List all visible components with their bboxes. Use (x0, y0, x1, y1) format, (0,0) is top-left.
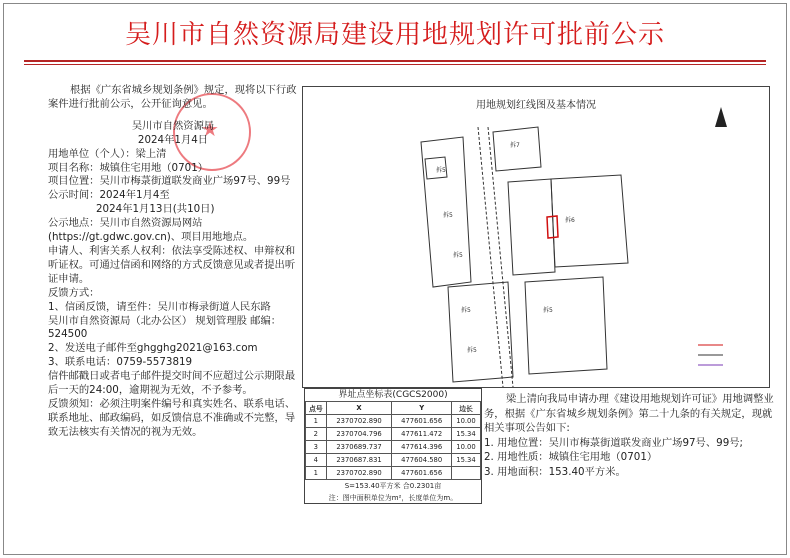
project-summary (484, 392, 774, 479)
notice-body (48, 84, 298, 440)
rights-text: 申请人、利害关系人权利：依法享受陈述权、申辩权和听证权。可通过信函和网络的方式反馈意见或者提出听证申请。 (48, 244, 296, 285)
north-arrow-icon (715, 107, 727, 127)
site-plan-drawing (303, 87, 769, 387)
map-title: 用地规划红线图及基本情况 (476, 100, 596, 111)
publish-start: 公示时间：2024年1月4至 (48, 189, 170, 202)
summary-item-location: 1. 用地位置：吴川市梅菉街道联发商业广场97号、99号; (484, 436, 744, 449)
table-row: 1 2370702.890 477601.656 (306, 467, 481, 480)
lot-label: 拆6 (565, 217, 575, 224)
applicant: 用地单位（个人）：梁上清 (48, 147, 167, 160)
area-summary: S=153.40平方米 合0.2301亩 (344, 482, 442, 490)
lot-label: 拆5 (467, 347, 477, 354)
summary-text: 梁上清向我局申请办理《建设用地规划许可证》用地调整业务，根据《广东省城乡规划条例》第二十九条的有关规定，现就相关事项公告如下: (484, 393, 774, 434)
lot-label: 拆7 (510, 142, 520, 149)
summary-item-type: 2. 用地性质：城镇住宅用地（0701） (484, 451, 658, 463)
table-row: 1 2370702.890 477601.656 10.00 (306, 415, 481, 428)
publish-place: 公示地点：吴川市自然资源局网站 (48, 217, 203, 230)
lot-outline (493, 127, 541, 171)
feedback-address: 吴川市自然资源局（北办公区） 规划管理股 邮编：524500 (48, 314, 282, 341)
summary-item-area: 3. 用地面积：153.40平方米。 (484, 465, 626, 478)
lot-label: 拆5 (436, 167, 446, 174)
lot-label: 拆5 (443, 212, 453, 219)
lot-outline (551, 175, 628, 267)
lot-label: 拆5 (461, 307, 471, 314)
feedback-email: 2、发送电子邮件至ghgghg2021@163.com (48, 342, 258, 355)
lot-label: 拆5 (543, 307, 553, 314)
intro-text: 根据《广东省城乡规划条例》规定，现将以下行政案件进行批前公示，公开征询意见。 (48, 84, 297, 110)
feedback-note: 反馈须知：必须注明案件编号和真实姓名、联系电话、联系地址、邮政编码，如反馈信息不准确或不完整，导致无法核实有关情况的视为无效。 (48, 397, 296, 438)
lot-label: 拆5 (453, 252, 463, 259)
col-header: Y (392, 402, 452, 415)
site-plan-map (302, 86, 770, 388)
col-header: 边长 (451, 402, 480, 415)
issue-date: 2024年1月4日 (137, 133, 209, 146)
project-location: 项目位置：吴川市梅菉街道联发商业广场97号、99号 (48, 175, 291, 188)
publish-place-url: (https://gt.gdwc.gov.cn)、项目用地地点。 (48, 231, 254, 244)
lot-outline (525, 277, 607, 374)
col-header: 点号 (306, 402, 327, 415)
unit-note: 注：图中面积单位为m²，长度单位为m。 (328, 494, 458, 502)
title-area (0, 14, 790, 51)
col-header: X (326, 402, 392, 415)
table-row: 3 2370689.737 477614.396 10.00 (306, 441, 481, 454)
title-divider-thin (24, 64, 766, 65)
issuer: 吴川市自然资源局 (131, 119, 215, 132)
table-row: 2 2370704.796 477611.472 15.34 (306, 428, 481, 441)
project-name: 项目名称：城镇住宅用地（0701） (48, 161, 209, 174)
feedback-heading: 反馈方式： (48, 286, 100, 299)
feedback-letter: 1、信函反馈，请至件：吴川市梅录街道人民东路 (48, 300, 271, 313)
map-legend (698, 345, 723, 365)
contact-phone: 3、联系电话：0759-5573819 (48, 356, 193, 369)
publish-end: 2024年1月13日(共10日) (96, 203, 215, 216)
coordinate-table (304, 388, 482, 504)
coordinate-grid (305, 401, 481, 480)
page-title: 吴川市自然资源局建设用地规划许可批前公示 (124, 20, 665, 50)
coordinate-table-title: 界址点坐标表(CGCS2000) (338, 390, 448, 400)
deadline-text: 信件邮戳日或者电子邮件提交时间不应超过公示期限最后一天的24:00，逾期视为无效，不予参考。 (48, 370, 296, 397)
title-divider (24, 60, 766, 62)
table-row: 4 2370687.831 477604.580 15.34 (306, 454, 481, 467)
lot-outline (448, 282, 513, 382)
